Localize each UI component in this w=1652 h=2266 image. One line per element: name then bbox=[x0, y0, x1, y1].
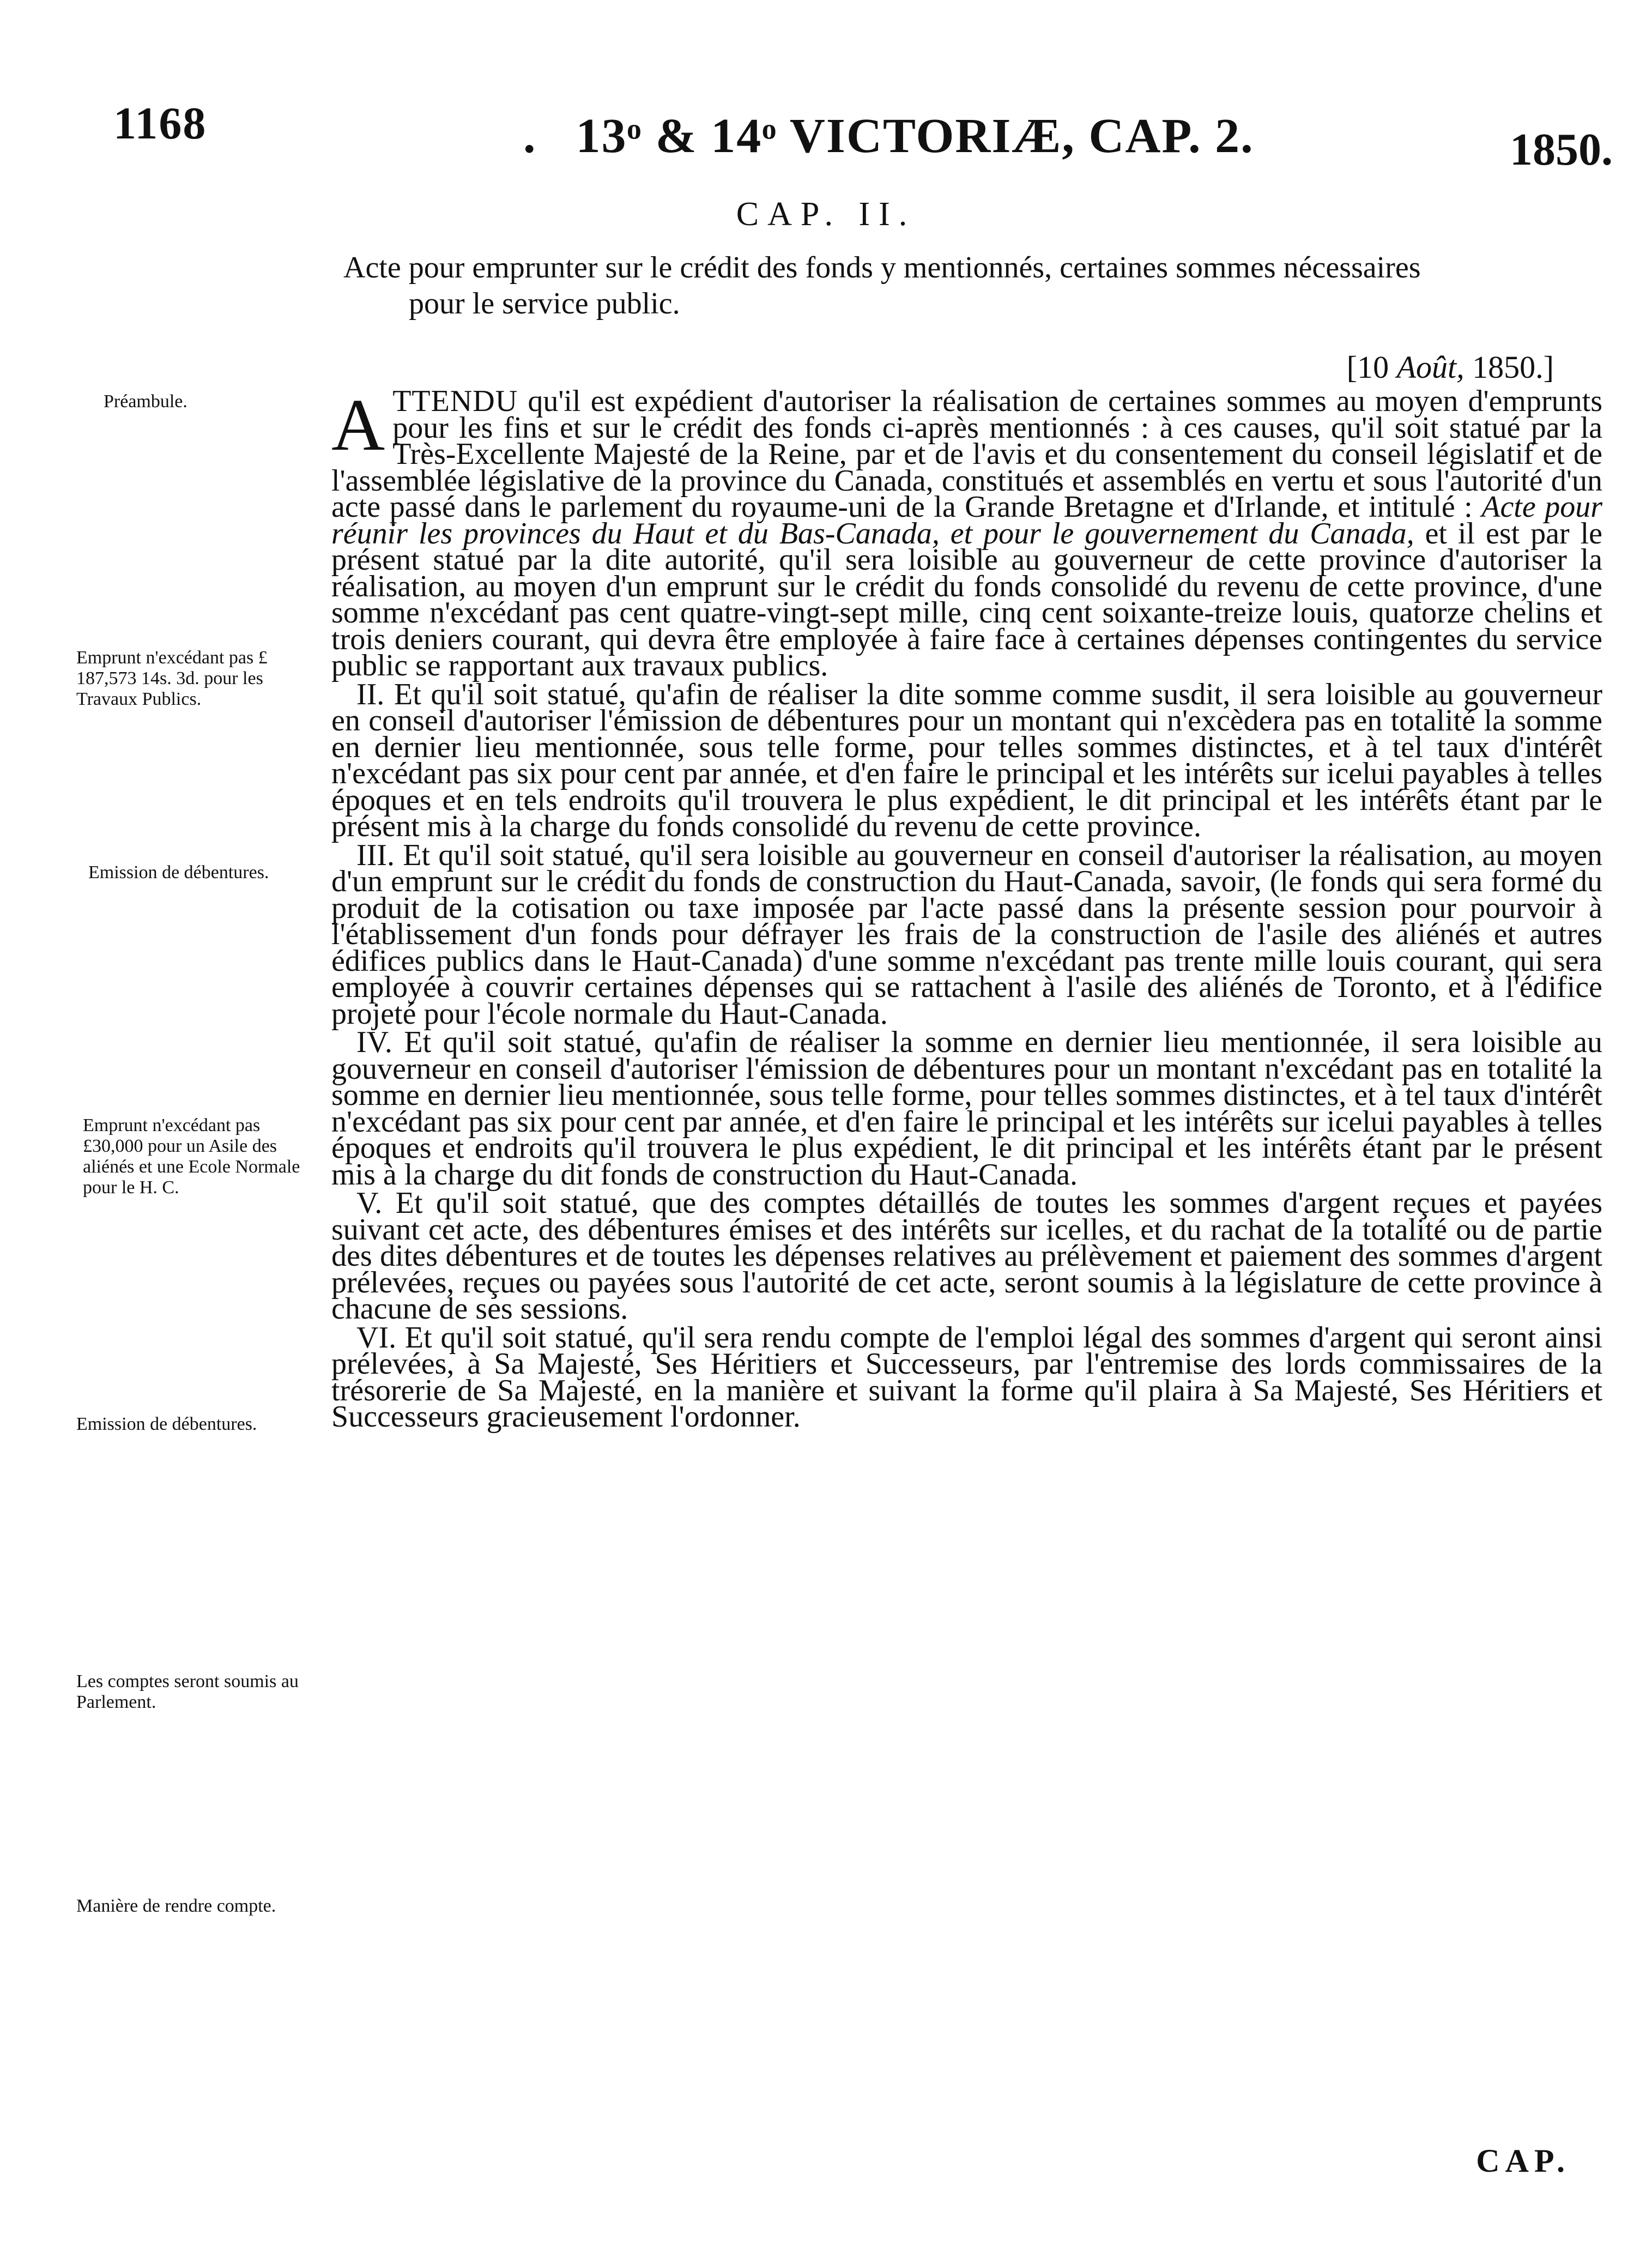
page-number: 1168 bbox=[113, 98, 207, 149]
running-title-dot: . bbox=[523, 109, 537, 163]
margin-note-accounts: Les comptes seront soumis au Parlement. bbox=[76, 1671, 299, 1712]
preamble-text-a: qu'il est expédient d'autoriser la réalisation de certaines sommes au moyen d'emprunts pour les fins et sur le crédit des fonds ci-après mentionnés : à ces causes, qu'il soit statué par la Très-Excellente Majesté de la Reine, par et de l'avis et du consentement du conseil législatif et de l'assemblée législative de la province du Canada, constitués et assemblés en vertu et sous l'autorité d'un acte passé dans le parlement du royaume-uni de la Grande Bretagne et d'Irlande, et intitulé : bbox=[331, 384, 1602, 524]
section-5: V. Et qu'il soit statué, que des comptes détaillés de toutes les sommes d'argent reçues et payées suivant cet acte, des débentures émises et des intérêts sur icelles, et du rachat de la totalité ou de partie des dites débentures et de toutes les dépenses relatives au prélèvement et paiement des sommes d'argent prélevées, reçues ou payées sous l'autorité de cet acte, seront soumis à la législature de cette province à chacune de ses sessions. bbox=[331, 1186, 1602, 1326]
act-date-open: [10 bbox=[1346, 349, 1397, 385]
drop-cap: A bbox=[331, 384, 385, 466]
margin-note-preamble: Préambule. bbox=[104, 391, 187, 412]
act-body bbox=[331, 384, 1602, 1434]
section-6: VI. Et qu'il soit statué, qu'il sera rendu compte de l'emploi légal des sommes d'argent qui seront ainsi prélevées, à Sa Majesté, Ses Héritiers et Successeurs, par l'entremise des lords commissaires de la trésorerie de Sa Majesté, en la manière et suivant la forme qu'il plaira à Sa Majesté, Ses Héritiers et Successeurs gracieusement l'ordonner. bbox=[331, 1320, 1602, 1434]
running-title bbox=[523, 108, 1254, 164]
catchword: CAP. bbox=[1476, 2143, 1570, 2179]
margin-note-loan-asylum: Emprunt n'excédant pas £30,000 pour un Asile des aliénés et une Ecole Normale pour le H. C. bbox=[83, 1115, 300, 1198]
margin-note-loan-public-works: Emprunt n'excédant pas £ 187,573 14s. 3d. pour les Travaux Publics. bbox=[76, 648, 268, 709]
running-year: 1850. bbox=[1510, 124, 1613, 175]
margin-note-accounting: Manière de rendre compte. bbox=[76, 1896, 276, 1916]
preamble-paragraph bbox=[331, 384, 1602, 682]
section-4: IV. Et qu'il soit statué, qu'afin de réaliser la somme en dernier lieu mentionnée, il sera loisible au gouverneur en conseil d'autoriser l'émission de débentures pour un montant n'excédant pas en totalité la somme en dernier lieu mentionnée, sous telle forme, pour telles sommes distinctes, et à tel taux d'intérêt n'excédant pas six pour cent par année, et d'en faire le principal et les intérêts sur icelui payables à telles époques et endroits qu'il trouvera le plus expédient, le dit principal et les intérêts étant par le présent mis à la charge du dit fonds de construction du Haut-Canada. bbox=[331, 1025, 1602, 1192]
section-3: III. Et qu'il soit statué, qu'il sera loisible au gouverneur en conseil d'autoriser la réalisation, au moyen d'un emprunt sur le crédit du fonds de construction du Haut-Canada, savoir, (le fonds qui sera formé du produit de la cotisation ou taxe imposée par l'acte passé dans la présente session pour pourvoir à l'établissement d'un fonds pour défrayer les frais de la construction de l'asile des aliénés et autres édifices publics dans le Haut-Canada) d'une somme n'excédant pas trente mille louis courant, qui sera employée à couvrir certaines dépenses qui se rattachent à l'asile des aliénés de Toronto, et à l'édifice projeté pour l'école normale du Haut-Canada. bbox=[331, 838, 1602, 1031]
act-date-close: 1850.] bbox=[1464, 349, 1554, 385]
section-2: II. Et qu'il soit statué, qu'afin de réaliser la dite somme comme susdit, il sera loisible au gouverneur en conseil d'autoriser l'émission de débentures pour un montant qui n'excèdera pas en totalité la somme en dernier lieu mentionnée, sous telle forme, pour telles sommes distinctes, et à tel taux d'intérêt n'excédant pas six pour cent par année, et d'en faire le principal et les intérêts sur icelui payables à telles époques et en tels endroits qu'il trouvera le plus expédient, le dit principal et les intérêts étant par le présent mis à la charge du fonds consolidé du revenu de cette province. bbox=[331, 677, 1602, 843]
act-title bbox=[343, 250, 1624, 322]
preamble-lead-word: TTENDU bbox=[392, 384, 518, 418]
act-title-line-1: Acte pour emprunter sur le crédit des fonds y mentionnés, certaines sommes nécessaires bbox=[343, 251, 1421, 285]
preamble-text-b: et il est par le présent statué par la dite autorité, qu'il sera loisible au gouverneur de cette province d'autoriser la réalisation, au moyen d'un emprunt sur le crédit du fonds consolidé du revenu de cette province, d'une somme n'excédant pas cent quatre-vingt-sept mille, cinq cent soixante-treize louis, quatorze chelins et trois deniers courant, qui devra être employée à faire face à certaines dépenses contingentes du service public se rapportant aux travaux publics. bbox=[331, 516, 1602, 682]
act-date-month: Août, bbox=[1396, 349, 1465, 385]
act-date bbox=[1347, 349, 1554, 385]
preamble-act-title: Acte pour réunir les provinces du Haut et du Bas-Canada, et pour le gouvernement du Canada, bbox=[331, 490, 1602, 551]
chapter-heading: CAP. II. bbox=[736, 196, 916, 233]
act-title-line-2: pour le service public. bbox=[409, 287, 680, 321]
margin-note-debentures-2: Emission de débentures. bbox=[76, 1414, 257, 1434]
margin-note-debentures-1: Emission de débentures. bbox=[88, 862, 269, 883]
running-title-text: 13ᵒ & 14ᵒ VICTORIÆ, CAP. 2. bbox=[576, 109, 1254, 163]
